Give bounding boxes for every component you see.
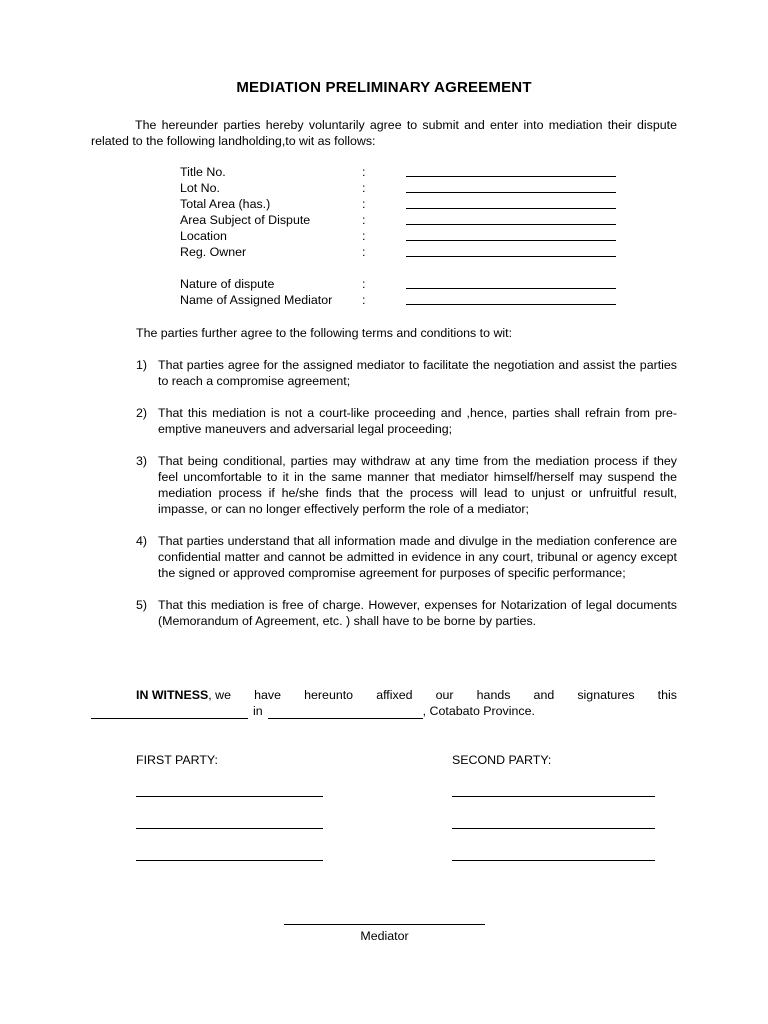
- witness-word: this: [657, 688, 677, 702]
- field-title-no: [180, 164, 630, 180]
- intro-paragraph: [91, 117, 677, 149]
- field-label: Location: [180, 229, 227, 243]
- field-label: Lot No.: [180, 181, 220, 195]
- field-colon: :: [362, 213, 366, 227]
- term-item: [136, 405, 677, 437]
- witness-word: hands: [476, 688, 511, 702]
- field-lot-no: [180, 180, 630, 196]
- witness-line-2: [91, 703, 677, 719]
- witness-in-word: in: [253, 704, 263, 718]
- field-nature-of-dispute: [180, 276, 630, 292]
- witness-opening: [136, 687, 231, 703]
- witness-line-1: [91, 687, 677, 703]
- mediator-signature-line: [284, 924, 485, 925]
- field-assigned-mediator: [180, 292, 630, 308]
- field-label: Reg. Owner: [180, 245, 247, 259]
- witness-word: hereunto: [304, 688, 354, 702]
- second-party-signature-line: [452, 860, 655, 861]
- term-number: 5): [136, 598, 148, 612]
- term-item: [136, 597, 677, 629]
- term-text: That this mediation is not a court-like proceeding and ,hence, parties shall refrain from pre-emptive maneuvers and adversarial legal proceeding;: [158, 406, 677, 436]
- field-blank-line: [406, 180, 616, 193]
- term-number: 4): [136, 534, 148, 548]
- field-label: Nature of dispute: [180, 277, 275, 291]
- term-item: [136, 453, 677, 517]
- term-text: That this mediation is free of charge. However, expenses for Notarization of legal documents (Memorandum of Agreement, etc. ) shall have to be borne by parties.: [158, 598, 677, 628]
- witness-word: and: [533, 688, 555, 702]
- witness-word: signatures: [577, 688, 635, 702]
- first-party-label: FIRST PARTY:: [136, 753, 218, 767]
- intro-text: The hereunder parties hereby voluntarily agree to submit and enter into mediation their dispute related to the following landholding,to wit as follows:: [91, 118, 677, 148]
- field-blank-line: [406, 292, 616, 305]
- first-party-signature-line: [136, 860, 323, 861]
- mediator-label: Mediator: [360, 929, 409, 943]
- witness-location: , Cotabato Province.: [422, 704, 535, 718]
- field-total-area: [180, 196, 630, 212]
- field-label: Name of Assigned Mediator: [180, 293, 333, 307]
- field-colon: :: [362, 293, 366, 307]
- field-reg-owner: [180, 244, 630, 260]
- field-colon: :: [362, 277, 366, 291]
- second-party-signature-line: [452, 828, 655, 829]
- field-blank-line: [406, 196, 616, 209]
- field-spacer: [180, 260, 630, 276]
- landholding-fields: [180, 164, 630, 308]
- place-blank-line: [268, 705, 423, 719]
- document-title: MEDIATION PRELIMINARY AGREEMENT: [236, 79, 532, 96]
- second-party-signature-line: [452, 796, 655, 797]
- field-blank-line: [406, 212, 616, 225]
- field-colon: :: [362, 245, 366, 259]
- witness-word: have: [254, 688, 282, 702]
- date-blank-line: [91, 705, 248, 719]
- witness-bold: IN WITNESS: [136, 688, 209, 702]
- first-party-signature-line: [136, 796, 323, 797]
- term-item: [136, 533, 677, 581]
- field-colon: :: [362, 229, 366, 243]
- term-text: That being conditional, parties may withdraw at any time from the mediation process if they feel uncomfortable to it in the same manner that mediator himself/herself may suspend the mediation process if he/she finds that the process will lead to unjust or unfruitful result, impasse, or can no longer effectively perform the role of a mediator;: [158, 454, 677, 516]
- field-label: Area Subject of Dispute: [180, 213, 311, 227]
- field-label: Total Area (has.): [180, 197, 271, 211]
- term-text: That parties agree for the assigned mediator to facilitate the negotiation and assist the parties to reach a compromise agreement;: [158, 358, 677, 388]
- second-party-label: SECOND PARTY:: [452, 753, 552, 767]
- field-blank-line: [406, 164, 616, 177]
- field-location: [180, 228, 630, 244]
- term-number: 2): [136, 406, 148, 420]
- field-area-subject-of-dispute: [180, 212, 630, 228]
- witness-clause: [91, 687, 677, 719]
- field-colon: :: [362, 165, 366, 179]
- term-number: 3): [136, 454, 148, 468]
- field-blank-line: [406, 244, 616, 257]
- first-party-signature-line: [136, 828, 323, 829]
- witness-word: our: [435, 688, 454, 702]
- field-colon: :: [362, 181, 366, 195]
- field-blank-line: [406, 276, 616, 289]
- field-blank-line: [406, 228, 616, 241]
- terms-list: [136, 357, 677, 645]
- term-number: 1): [136, 358, 148, 372]
- terms-lead: The parties further agree to the following terms and conditions to wit:: [136, 326, 513, 340]
- term-item: [136, 357, 677, 389]
- field-colon: :: [362, 197, 366, 211]
- term-text: That parties understand that all information made and divulge in the mediation conference are confidential matter and cannot be admitted in evidence in any court, tribunal or agency except the signed or approved compromise agreement for purposes of specific performance;: [158, 534, 677, 580]
- witness-word: affixed: [376, 688, 413, 702]
- witness-word: , we: [208, 688, 232, 702]
- field-label: Title No.: [180, 165, 226, 179]
